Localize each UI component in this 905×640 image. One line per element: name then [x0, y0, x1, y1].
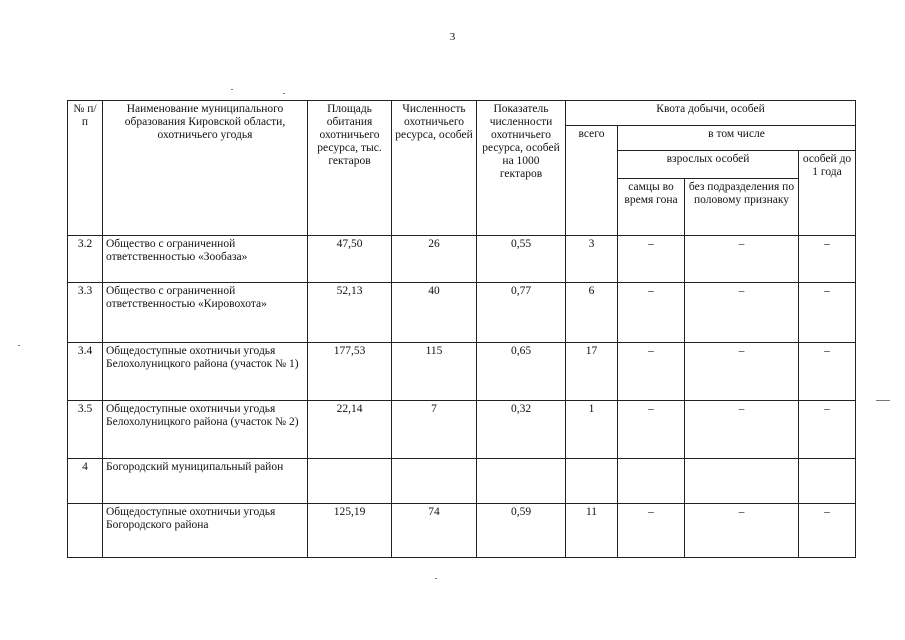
row-num [68, 504, 103, 558]
row-total: 1 [566, 401, 618, 459]
table-header [68, 101, 856, 236]
table-row [68, 343, 856, 401]
row-males: – [618, 343, 685, 401]
row-under1 [799, 459, 856, 504]
header-total: всего [566, 126, 618, 236]
header-including: в том числе [618, 126, 856, 151]
row-num: 3.3 [68, 283, 103, 343]
row-total: 17 [566, 343, 618, 401]
row-under1: – [799, 343, 856, 401]
scan-speck [435, 578, 437, 579]
row-num: 3.5 [68, 401, 103, 459]
row-under1: – [799, 236, 856, 283]
row-population: 7 [392, 401, 477, 459]
row-nosex: – [685, 283, 799, 343]
row-name: Общество с ограниченной ответственностью «Кировохота» [103, 283, 308, 343]
row-population: 26 [392, 236, 477, 283]
table-row [68, 504, 856, 558]
row-name: Общедоступные охотничьи угодья Богородского района [103, 504, 308, 558]
page-number: 3 [449, 31, 456, 43]
row-population [392, 459, 477, 504]
header-under1: особей до 1 года [799, 151, 856, 236]
row-total [566, 459, 618, 504]
row-index: 0,55 [477, 236, 566, 283]
row-population: 115 [392, 343, 477, 401]
row-area: 22,14 [308, 401, 392, 459]
row-area: 125,19 [308, 504, 392, 558]
row-under1: – [799, 504, 856, 558]
row-under1: – [799, 401, 856, 459]
row-total: 3 [566, 236, 618, 283]
table-row [68, 459, 856, 504]
header-area: Площадь обитания охотничьего ресурса, тыс. гектаров [308, 101, 392, 236]
row-nosex: – [685, 236, 799, 283]
row-index: 0,32 [477, 401, 566, 459]
row-nosex [685, 459, 799, 504]
table-body [68, 236, 856, 558]
header-name: Наименование муниципального образования Кировской области, охотничьего угодья [103, 101, 308, 236]
header-males: самцы во время гона [618, 179, 685, 236]
row-name: Общество с ограниченной ответственностью «Зообаза» [103, 236, 308, 283]
row-name: Богородский муниципальный район [103, 459, 308, 504]
row-index: 0,77 [477, 283, 566, 343]
row-num: 3.4 [68, 343, 103, 401]
row-num: 4 [68, 459, 103, 504]
row-index [477, 459, 566, 504]
scan-speck [18, 345, 20, 346]
row-area: 47,50 [308, 236, 392, 283]
row-total: 6 [566, 283, 618, 343]
row-males: – [618, 504, 685, 558]
scan-speck [231, 89, 233, 90]
scan-speck [283, 93, 285, 94]
row-nosex: – [685, 343, 799, 401]
header-num: № п/п [68, 101, 103, 236]
header-quota: Квота добычи, особей [566, 101, 856, 126]
row-index: 0,65 [477, 343, 566, 401]
table-row [68, 236, 856, 283]
row-area: 52,13 [308, 283, 392, 343]
row-under1: – [799, 283, 856, 343]
header-adults: взрослых особей [618, 151, 799, 179]
table-row [68, 283, 856, 343]
row-area: 177,53 [308, 343, 392, 401]
row-population: 74 [392, 504, 477, 558]
quota-table [67, 100, 856, 558]
row-name: Общедоступные охотничьи угодья Белохолуницкого района (участок № 2) [103, 401, 308, 459]
row-population: 40 [392, 283, 477, 343]
row-males: – [618, 283, 685, 343]
header-index: Показатель численности охотничьего ресурса, особей на 1000 гектаров [477, 101, 566, 236]
row-num: 3.2 [68, 236, 103, 283]
row-name: Общедоступные охотничьи угодья Белохолуницкого района (участок № 1) [103, 343, 308, 401]
table-row [68, 401, 856, 459]
row-males: – [618, 236, 685, 283]
scan-speck [876, 400, 890, 401]
row-males: – [618, 401, 685, 459]
row-index: 0,59 [477, 504, 566, 558]
row-nosex: – [685, 504, 799, 558]
row-nosex: – [685, 401, 799, 459]
row-area [308, 459, 392, 504]
header-nosex: без подразделения по половому признаку [685, 179, 799, 236]
row-total: 11 [566, 504, 618, 558]
row-males [618, 459, 685, 504]
header-population: Численность охотничьего ресурса, особей [392, 101, 477, 236]
